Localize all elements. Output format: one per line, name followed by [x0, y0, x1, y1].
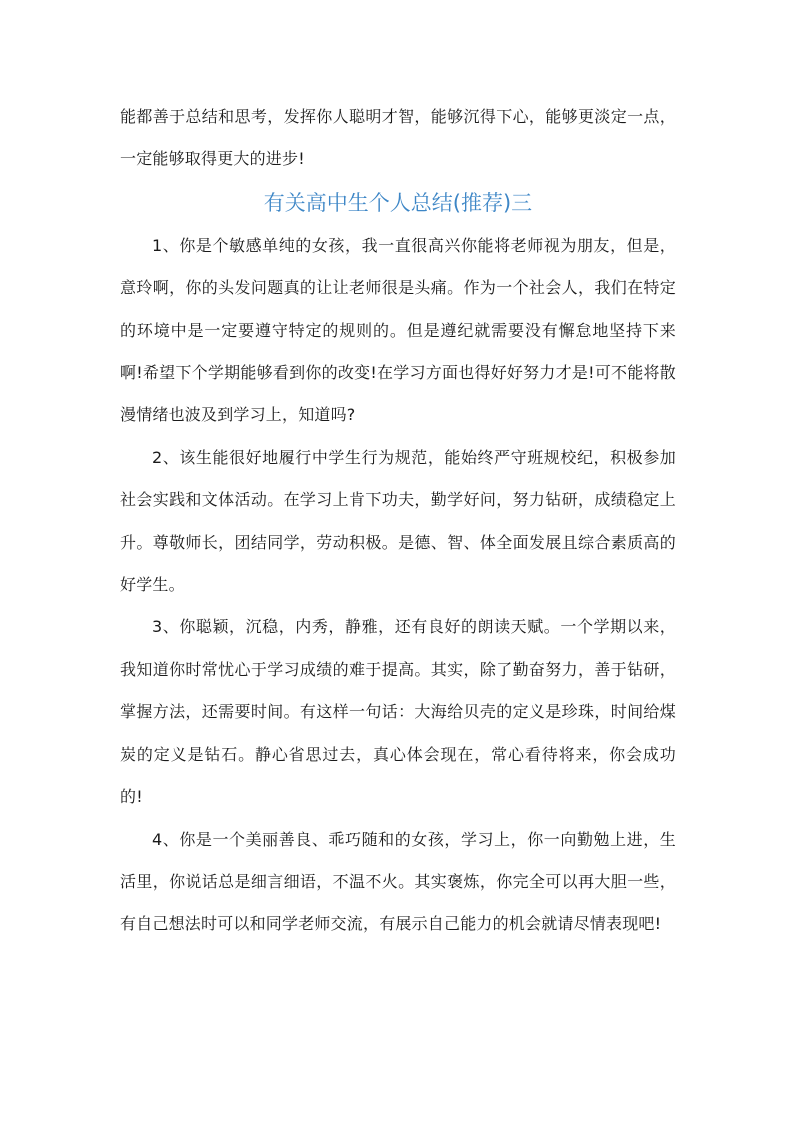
paragraph-4: 4、你是一个美丽善良、乖巧随和的女孩，学习上，你一向勤勉上进，生活里，你说话总是细言细语，不温不火。其实褒炼，你完全可以再大胆一些，有自己想法时可以和同学老师交流，有展示自己能力的机会就请尽情表现吧! [120, 829, 676, 934]
section-heading: 有关高中生个人总结(推荐)三 [263, 190, 533, 215]
paragraph-1: 1、你是个敏感单纯的女孩，我一直很高兴你能将老师视为朋友，但是，意玲啊，你的头发问题真的让让老师很是头痛。作为一个社会人，我们在特定的环境中是一定要遵守特定的规则的。但是遵纪就需要没有懈怠地坚持下来啊!希望下个学期能够看到你的改变!在学习方面也得好好努力才是!可不能将散漫情绪也波及到学习上，知道吗? [120, 235, 676, 425]
continuation-paragraph: 能都善于总结和思考，发挥你人聪明才智，能够沉得下心，能够更淡定一点，一定能够取得更大的进步! [120, 107, 676, 169]
paragraph-2: 2、该生能很好地履行中学生行为规范，能始终严守班规校纪，积极参加社会实践和文体活动。在学习上肯下功夫，勤学好问，努力钻研，成绩稳定上升。尊敬师长，团结同学，劳动积极。是德、智、体全面发展且综合素质高的好学生。 [120, 447, 676, 595]
document-page [120, 96, 676, 946]
paragraph-3: 3、你聪颖，沉稳，内秀，静雅，还有良好的朗读天赋。一个学期以来，我知道你时常忧心于学习成绩的难于提高。其实，除了勤奋努力，善于钻研，掌握方法，还需要时间。有这样一句话：大海给贝壳的定义是珍珠，时间给煤炭的定义是钻石。静心省思过去，真心体会现在，常心看待将来，你会成功的! [120, 617, 676, 807]
